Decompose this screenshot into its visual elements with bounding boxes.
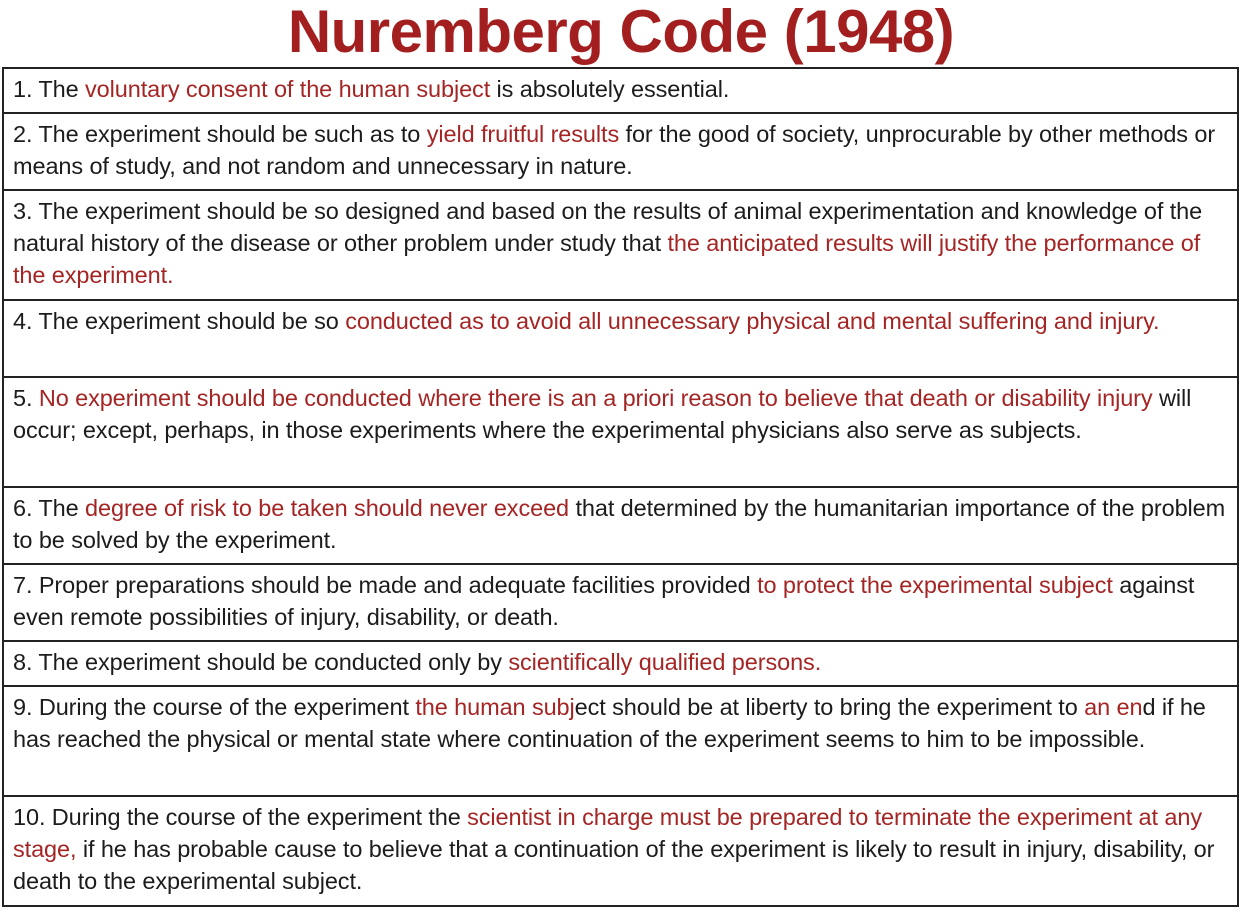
principle-text: [13, 649, 821, 675]
highlighted-phrase: scientist in charge must be prepared to terminate the experiment at any stage,: [13, 804, 1202, 862]
principle-text: [13, 76, 729, 102]
text-segment: 9. During the course of the experiment: [13, 694, 416, 720]
text-segment: 6. The: [13, 495, 86, 521]
text-segment: 2. The experiment should be such as to: [13, 121, 427, 147]
highlighted-phrase: scientifically qualified persons.: [508, 649, 822, 675]
text-segment: that determined by the humanitarian importance of the problem to be solved by the experiment.: [13, 495, 1226, 553]
principle-text: [13, 694, 1206, 752]
highlighted-phrase: the human subj: [415, 694, 575, 720]
highlighted-phrase: an en: [1084, 694, 1143, 720]
highlighted-phrase: conducted as to avoid all unnecessary physical and mental suffering and injury.: [345, 308, 1160, 334]
highlighted-phrase: to protect the experimental subject: [757, 572, 1113, 598]
principle-row-9: [2, 687, 1239, 797]
principle-row-8: [2, 642, 1239, 687]
principle-row-6: [2, 488, 1239, 565]
principle-row-5: [2, 378, 1239, 488]
text-segment: 1. The: [13, 76, 86, 102]
text-segment: against even remote possibilities of injury, disability, or death.: [13, 572, 1195, 630]
text-segment: 8. The experiment should be conducted only by: [13, 649, 509, 675]
text-segment: 10. During the course of the experiment the: [13, 804, 468, 830]
principle-row-7: [2, 565, 1239, 642]
text-segment: 3. The experiment should be so designed and based on the results of animal experimentation and knowledge of the natural history of the disease or other problem under study that: [13, 198, 1203, 256]
principle-row-2: [2, 114, 1239, 191]
principle-row-4: [2, 301, 1239, 378]
text-segment: 5.: [13, 385, 39, 411]
principle-text: [13, 572, 1194, 630]
highlighted-phrase: No experiment should be conducted where there is an a priori reason to believe that death or disability injury: [38, 385, 1153, 411]
principles-table: [2, 67, 1239, 907]
highlighted-phrase: yield fruitful results: [426, 121, 620, 147]
highlighted-phrase: the anticipated results will justify the performance of the experiment.: [13, 230, 1201, 288]
text-segment: d if he has reached the physical or mental state where continuation of the experiment seems to him to be impossible.: [13, 694, 1206, 752]
text-segment: 4. The experiment should be so: [13, 308, 346, 334]
text-segment: 7. Proper preparations should be made and adequate facilities provided: [13, 572, 758, 598]
principle-text: [13, 495, 1225, 553]
text-segment: is absolutely essential.: [490, 76, 730, 102]
highlighted-phrase: degree of risk to be taken should never exceed: [85, 495, 570, 521]
text-segment: ect should be at liberty to bring the experiment to: [574, 694, 1085, 720]
principle-text: [13, 308, 1159, 334]
text-segment: will occur; except, perhaps, in those experiments where the experimental physicians also serve as subjects.: [13, 385, 1192, 443]
text-segment: for the good of society, unprocurable by other methods or means of study, and not random and unnecessary in nature.: [13, 121, 1216, 179]
principle-row-3: [2, 191, 1239, 301]
page-title: Nuremberg Code (1948): [287, 0, 955, 65]
highlighted-phrase: voluntary consent of the human subject: [85, 76, 491, 102]
principle-row-1: [2, 69, 1239, 114]
text-segment: if he has probable cause to believe that a continuation of the experiment is likely to result in injury, disability, or death to the experimental subject.: [13, 836, 1215, 894]
principle-row-10: [2, 797, 1239, 907]
principle-text: [13, 198, 1202, 288]
principle-text: [13, 121, 1215, 179]
principle-text: [13, 804, 1214, 894]
principle-text: [13, 385, 1191, 443]
